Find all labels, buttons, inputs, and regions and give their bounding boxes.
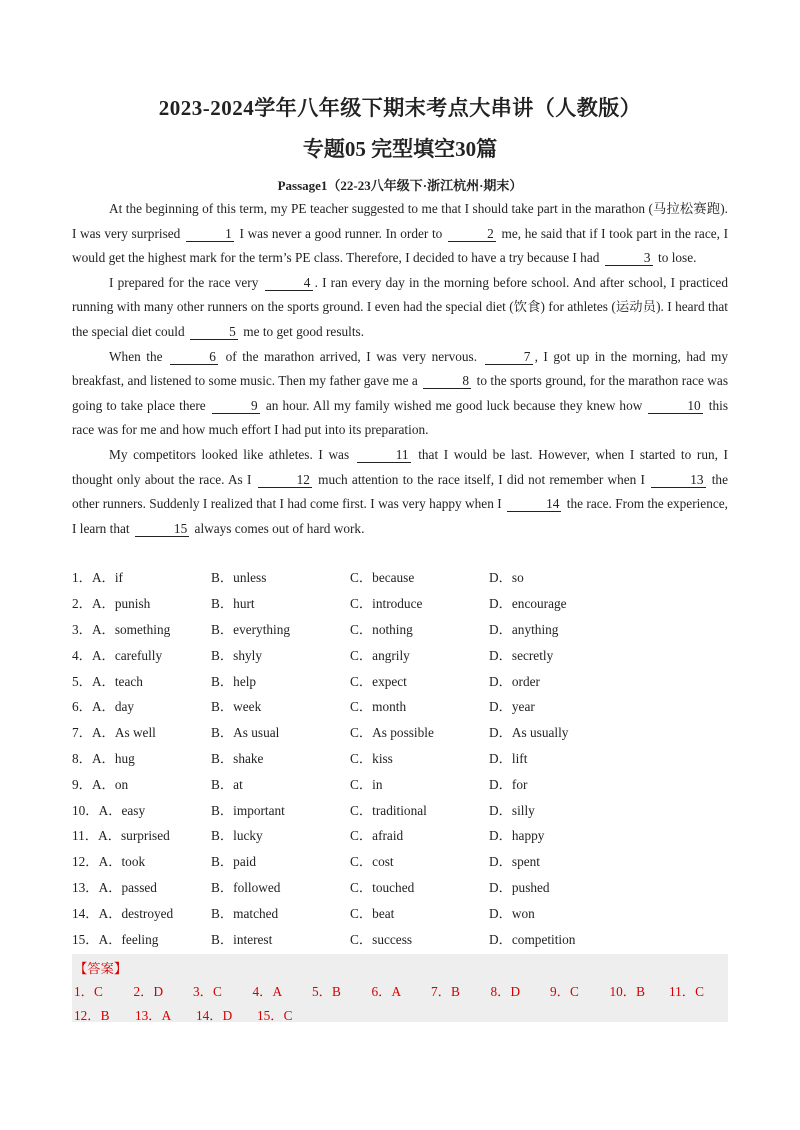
text-run: much attention to the race itself, I did not remember when I bbox=[318, 471, 645, 487]
option-d: D．order bbox=[489, 673, 540, 689]
blank-9: 9 bbox=[212, 399, 260, 414]
option-c: C．success bbox=[350, 931, 413, 947]
passage-label: Passage1（22-23八年级下·浙江杭州·期末） bbox=[277, 178, 523, 193]
option-a: 8．A．hug bbox=[72, 750, 135, 766]
answer-item: 5．B bbox=[312, 984, 341, 999]
option-a: 12．A．took bbox=[72, 854, 146, 870]
option-b: B．everything bbox=[211, 621, 291, 637]
answer-item: 3．C bbox=[193, 984, 222, 999]
answer-item: 14．D bbox=[196, 1008, 233, 1023]
option-b: B．matched bbox=[211, 905, 279, 921]
option-d: D．competition bbox=[489, 931, 576, 947]
blank-15: 15 bbox=[135, 522, 189, 537]
blank-14: 14 bbox=[507, 497, 561, 512]
paragraph-4 bbox=[72, 443, 728, 541]
passage-text bbox=[72, 197, 728, 541]
blank-5: 5 bbox=[190, 325, 238, 340]
answer-item: 2．D bbox=[133, 984, 164, 999]
answer-box bbox=[72, 954, 728, 1022]
text-run: I prepared for the race very bbox=[109, 274, 259, 290]
option-c: C．cost bbox=[350, 854, 394, 870]
text-run: to lose. bbox=[658, 250, 697, 266]
option-a: 4．A．carefully bbox=[72, 647, 163, 663]
option-b: B．paid bbox=[211, 854, 257, 870]
option-d: D．pushed bbox=[489, 879, 550, 895]
question-row bbox=[72, 925, 728, 951]
option-c: C．month bbox=[350, 699, 407, 715]
option-b: B．at bbox=[211, 776, 243, 792]
option-a: 14．A．destroyed bbox=[72, 905, 174, 921]
text-run: me, he said that if I took part in the race, I would get the highest mark for the term’s PE class. Therefore, I decided to have a try because I had bbox=[72, 225, 729, 266]
question-row bbox=[72, 564, 728, 590]
question-row bbox=[72, 770, 728, 796]
text-run: always comes out of hard work. bbox=[194, 520, 365, 536]
option-b: B．shyly bbox=[211, 647, 262, 663]
blank-1: 1 bbox=[186, 227, 234, 242]
question-row bbox=[72, 822, 728, 848]
question-row bbox=[72, 874, 728, 900]
option-b: B．important bbox=[211, 802, 285, 818]
question-row bbox=[72, 719, 728, 745]
option-a: 5．A．teach bbox=[72, 673, 143, 689]
option-d: D．secretly bbox=[489, 647, 554, 663]
text-run: that I would be last. However, when I started to run, I thought only about the race. As I bbox=[72, 446, 728, 487]
paragraph-2 bbox=[72, 271, 728, 345]
option-c: C．angrily bbox=[350, 647, 410, 663]
option-b: B．unless bbox=[211, 570, 267, 586]
text-run: of the marathon arrived, I was very nervous. bbox=[225, 348, 478, 364]
option-b: B．As usual bbox=[211, 725, 280, 741]
answer-item: 7．B bbox=[431, 984, 460, 999]
topic-title: 专题05 完型填空30篇 bbox=[302, 137, 498, 161]
option-a: 2．A．punish bbox=[72, 596, 151, 612]
option-c: C．introduce bbox=[350, 596, 423, 612]
option-a: 11．A．surprised bbox=[72, 828, 170, 844]
text-run: At the beginning of this term, my PE teacher suggested to me that I should take part in the marathon (马拉松赛跑). I was very surprised bbox=[72, 201, 728, 241]
document-title: 2023-2024学年八年级下期末考点大串讲（人教版） bbox=[158, 96, 642, 120]
option-b: B．interest bbox=[211, 931, 273, 947]
question-row bbox=[72, 641, 728, 667]
question-row bbox=[72, 796, 728, 822]
option-b: B．shake bbox=[211, 750, 264, 766]
answer-line-2 bbox=[74, 1005, 318, 1024]
question-row bbox=[72, 745, 728, 771]
answer-item: 12．B bbox=[74, 1008, 110, 1023]
answer-item: 10．B bbox=[609, 984, 645, 999]
option-a: 6．A．day bbox=[72, 699, 135, 715]
option-a: 15．A．feeling bbox=[72, 931, 159, 947]
option-d: D．won bbox=[489, 905, 535, 921]
option-a: 9．A．on bbox=[72, 776, 129, 792]
option-a: 10．A．easy bbox=[72, 802, 146, 818]
option-d: D．encourage bbox=[489, 596, 567, 612]
text-run: the other runners. Suddenly I realized that I had come first. I was very happy when I bbox=[72, 471, 728, 512]
blank-13: 13 bbox=[651, 473, 705, 488]
option-c: C．touched bbox=[350, 879, 415, 895]
option-d: D．silly bbox=[489, 802, 535, 818]
option-b: B．week bbox=[211, 699, 262, 715]
option-d: D．for bbox=[489, 776, 528, 792]
text-run: the race. From the experience, I learn that bbox=[72, 496, 728, 536]
text-run: , I got up in the morning, had my breakfast, and listened to some music. Then my father gave me a bbox=[72, 348, 729, 389]
option-b: B．lucky bbox=[211, 828, 263, 844]
option-b: B．hurt bbox=[211, 596, 255, 612]
answer-item: 8．D bbox=[490, 984, 521, 999]
blank-2: 2 bbox=[448, 227, 496, 242]
option-d: D．lift bbox=[489, 750, 528, 766]
answer-item: 11．C bbox=[669, 984, 704, 999]
question-row bbox=[72, 590, 728, 616]
option-d: D．As usually bbox=[489, 725, 569, 741]
option-c: C．nothing bbox=[350, 621, 413, 637]
blank-4: 4 bbox=[265, 276, 313, 291]
text-run: to the sports ground, for the marathon race was going to take place there bbox=[72, 373, 728, 413]
blank-7: 7 bbox=[485, 350, 533, 365]
option-d: D．year bbox=[489, 699, 535, 715]
option-a: 1．A．if bbox=[72, 570, 123, 586]
text-run: My competitors looked like athletes. I was bbox=[109, 446, 350, 462]
blank-11: 11 bbox=[357, 448, 411, 463]
answer-item: 1．C bbox=[74, 984, 103, 999]
answer-item: 6．A bbox=[371, 984, 402, 999]
option-a: 7．A．As well bbox=[72, 725, 156, 741]
option-d: D．happy bbox=[489, 828, 545, 844]
question-row bbox=[72, 899, 728, 925]
question-row bbox=[72, 667, 728, 693]
answer-line-1 bbox=[74, 981, 729, 1000]
answer-item: 9．C bbox=[550, 984, 579, 999]
blank-6: 6 bbox=[170, 350, 218, 365]
option-c: C．expect bbox=[350, 673, 407, 689]
answer-heading: 【答案】 bbox=[74, 961, 128, 976]
text-run: an hour. All my family wished me good luck because they knew how bbox=[265, 397, 643, 413]
option-c: C．kiss bbox=[350, 750, 393, 766]
option-a: 3．A．something bbox=[72, 621, 171, 637]
text-run: . I ran every day in the morning before school. And after school, I practiced running with many other runners on the sports ground. I even had the special diet (饮食) for athletes (运动员). I heard that the special diet could bbox=[72, 274, 728, 339]
blank-12: 12 bbox=[258, 473, 312, 488]
text-run: I was never a good runner. In order to bbox=[239, 225, 443, 241]
text-run: me to get good results. bbox=[243, 323, 365, 339]
answer-item: 4．A bbox=[252, 984, 283, 999]
blank-8: 8 bbox=[423, 374, 471, 389]
paragraph-1 bbox=[72, 197, 728, 271]
text-run: this race was for me and how much effort I had put into its preparation. bbox=[72, 397, 728, 438]
paragraph-3 bbox=[72, 345, 728, 443]
option-c: C．because bbox=[350, 570, 415, 586]
option-b: B．help bbox=[211, 673, 257, 689]
option-a: 13．A．passed bbox=[72, 879, 157, 895]
text-run: When the bbox=[109, 348, 163, 364]
question-row bbox=[72, 848, 728, 874]
option-c: C．in bbox=[350, 776, 383, 792]
option-c: C．As possible bbox=[350, 725, 434, 741]
blank-10: 10 bbox=[648, 399, 702, 414]
answer-item: 13．A bbox=[135, 1008, 172, 1023]
question-row bbox=[72, 693, 728, 719]
option-d: D．anything bbox=[489, 621, 559, 637]
blank-3: 3 bbox=[605, 251, 653, 266]
option-c: C．beat bbox=[350, 905, 395, 921]
answer-item: 15．C bbox=[257, 1008, 293, 1023]
option-d: D．so bbox=[489, 570, 524, 586]
option-b: B．followed bbox=[211, 879, 281, 895]
question-options bbox=[72, 564, 728, 951]
option-c: C．traditional bbox=[350, 802, 427, 818]
option-c: C．afraid bbox=[350, 828, 404, 844]
question-row bbox=[72, 616, 728, 642]
option-d: D．spent bbox=[489, 854, 540, 870]
